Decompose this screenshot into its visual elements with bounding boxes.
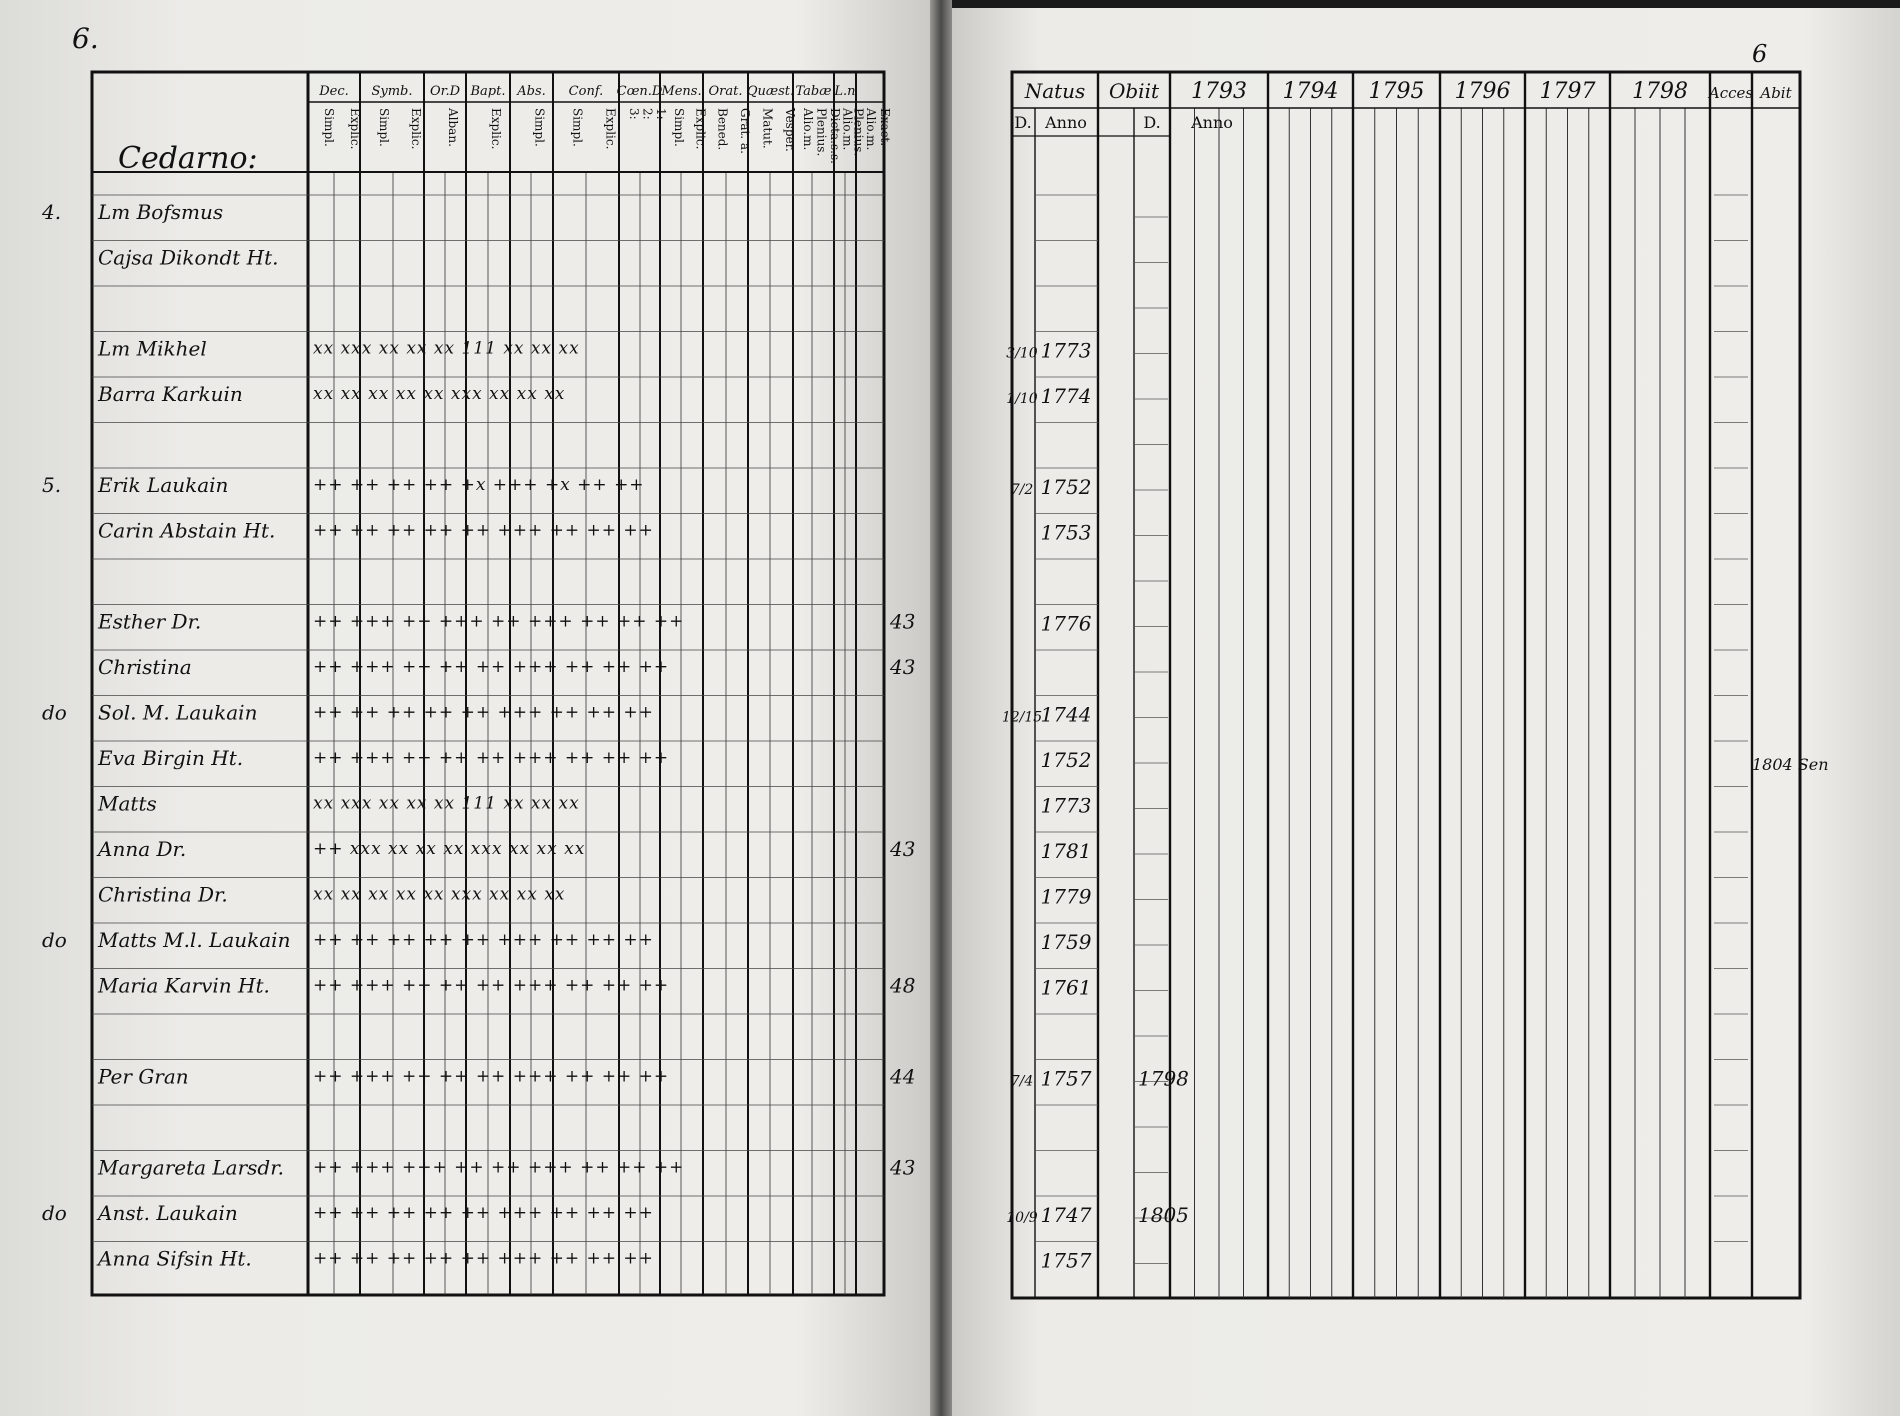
left-row-marks: ++ +++ ++ +++ ++ +++ ++ ++ ++ bbox=[313, 611, 685, 632]
left-row-name: Christina Dr. bbox=[98, 882, 228, 907]
death-year: 1805 bbox=[1138, 1203, 1189, 1227]
birth-year: 1753 bbox=[1040, 520, 1092, 545]
birth-year: 1774 bbox=[1040, 384, 1092, 408]
birth-year: 1747 bbox=[1040, 1203, 1092, 1227]
left-header-group: Quæst. bbox=[746, 84, 795, 99]
right-page-number: 6 bbox=[1752, 40, 1768, 68]
left-row-marks: ++ +++ ++ ++ ++ +++ ++ ++ ++ bbox=[313, 975, 670, 996]
left-header-group: Abs. bbox=[517, 84, 546, 99]
left-header-group: Cœn.D bbox=[616, 84, 663, 99]
birth-year: 1752 bbox=[1040, 748, 1092, 772]
left-row-name: Anna Dr. bbox=[98, 837, 187, 861]
left-row-marks: xx xxx xx xx xx 111 xx xx xx bbox=[313, 793, 580, 814]
birth-year: 1776 bbox=[1040, 611, 1092, 636]
left-row-marks: ++ xxx xx xx xx xxx xx xx xx bbox=[313, 839, 586, 859]
left-row-number: do bbox=[42, 1201, 67, 1225]
left-header-sub: Alio.m. bbox=[800, 108, 815, 151]
left-row-marks: ++ ++ ++ ++ ++ +++ ++ ++ ++ bbox=[313, 702, 654, 723]
left-page-number: 6. bbox=[72, 22, 99, 55]
left-row-number: 5. bbox=[42, 473, 62, 497]
left-header-sub: Plenius. bbox=[851, 108, 866, 157]
left-margin-note: 44 bbox=[890, 1064, 916, 1089]
right-header-year: 1795 bbox=[1368, 79, 1425, 104]
right-header-accessit: Acces bbox=[1708, 84, 1754, 102]
left-header-sub: Bened. bbox=[715, 108, 730, 151]
left-header-group: Or.D bbox=[430, 84, 460, 99]
birth-day: 1/10 bbox=[1006, 391, 1038, 407]
birth-year: 1773 bbox=[1040, 793, 1092, 818]
right-margin-note: 1804 Sen bbox=[1752, 755, 1829, 774]
left-header-sub: 3: bbox=[626, 108, 641, 120]
left-header-sub: Alio.m. bbox=[864, 108, 878, 151]
left-row-name: Sol. M. Laukain bbox=[98, 700, 258, 725]
birth-day: 7/2 bbox=[1010, 482, 1034, 498]
birth-year: 1773 bbox=[1040, 338, 1092, 363]
left-header-group: Conf. bbox=[568, 84, 604, 99]
left-header-sub: Explic. bbox=[409, 108, 423, 150]
left-header-sub: Alio.m. bbox=[840, 108, 855, 151]
left-margin-note: 48 bbox=[890, 973, 916, 998]
left-row-name: Lm Mikhel bbox=[98, 336, 207, 361]
left-row-number: do bbox=[42, 700, 67, 725]
left-row-name: Anst. Laukain bbox=[98, 1201, 238, 1225]
left-header-sub: Explic. bbox=[348, 108, 362, 150]
birth-year: 1752 bbox=[1040, 475, 1092, 499]
left-row-number: do bbox=[42, 928, 67, 952]
left-row-name: Matts M.l. Laukain bbox=[98, 928, 291, 952]
left-margin-note: 43 bbox=[890, 655, 916, 679]
left-row-marks: ++ ++ ++ ++ ++ +++ ++ ++ ++ bbox=[313, 1203, 654, 1223]
left-row-name: Carin Abstain Ht. bbox=[98, 518, 276, 543]
left-section-title: Cedarno: bbox=[118, 141, 258, 176]
right-header-year: 1798 bbox=[1632, 79, 1688, 104]
left-header-sub: Explic. bbox=[693, 108, 708, 150]
birth-year: 1744 bbox=[1040, 702, 1092, 727]
left-header-sub: Explic. bbox=[489, 108, 503, 150]
birth-year: 1757 bbox=[1040, 1248, 1092, 1273]
left-header-sub: Grat. a. bbox=[737, 108, 752, 154]
left-row-name: Erik Laukain bbox=[98, 473, 229, 497]
right-header-anno: Anno bbox=[1045, 113, 1087, 132]
right-header-d2: D. bbox=[1143, 113, 1161, 132]
left-header-group: Symb. bbox=[371, 84, 413, 99]
left-row-name: Matts bbox=[98, 791, 157, 816]
left-header-group: L.n bbox=[834, 84, 856, 99]
left-row-marks: ++ ++ ++ ++ ++ +++ ++ ++ ++ bbox=[313, 520, 654, 541]
birth-day: 7/4 bbox=[1010, 1073, 1034, 1090]
left-header-sub: Alban. bbox=[446, 108, 460, 147]
left-row-name: Eva Birgin Ht. bbox=[98, 746, 244, 770]
left-row-name: Cajsa Dikondt Ht. bbox=[98, 245, 279, 270]
left-row-name: Margareta Larsdr. bbox=[98, 1155, 284, 1180]
left-row-marks: ++ +++ +++ ++ ++ +++ ++ ++ ++ bbox=[313, 1157, 685, 1178]
left-header-sub: 1: bbox=[654, 108, 669, 120]
left-row-name: Maria Karvin Ht. bbox=[98, 973, 270, 998]
left-header-group: Bapt. bbox=[470, 84, 506, 99]
left-row-name: Anna Sifsin Ht. bbox=[98, 1246, 252, 1271]
left-header-sub: Dicta.s.s. bbox=[828, 108, 843, 164]
birth-year: 1757 bbox=[1040, 1066, 1092, 1091]
left-header-sub: Exact. bbox=[878, 108, 892, 147]
left-row-marks: ++ ++ ++ ++ ++ +++ ++ ++ ++ bbox=[313, 930, 654, 950]
left-row-name: Per Gran bbox=[98, 1064, 189, 1089]
right-header-anno2: Anno bbox=[1191, 113, 1233, 132]
right-header-abiit: Abit bbox=[1760, 84, 1792, 102]
right-header-year: 1797 bbox=[1539, 79, 1596, 104]
left-row-number: 4. bbox=[42, 200, 62, 224]
left-row-name: Esther Dr. bbox=[98, 609, 202, 634]
left-header-sub: Simpl. bbox=[671, 108, 686, 147]
right-header-year: 1796 bbox=[1454, 79, 1511, 104]
birth-day: 12/15 bbox=[1001, 709, 1043, 726]
birth-day: 10/9 bbox=[1006, 1210, 1038, 1226]
right-table-border bbox=[1012, 72, 1800, 1298]
left-row-marks: xx xxx xx xx xx 111 xx xx xx bbox=[313, 338, 580, 359]
left-margin-note: 43 bbox=[890, 837, 916, 861]
left-row-marks: xx xx xx xx xx xxx xx xx xx bbox=[313, 884, 566, 905]
left-row-marks: ++ +++ ++ ++ ++ +++ ++ ++ ++ bbox=[313, 1066, 670, 1087]
birth-year: 1761 bbox=[1040, 975, 1092, 1000]
birth-year: 1779 bbox=[1040, 884, 1092, 909]
right-header-year: 1793 bbox=[1191, 79, 1247, 104]
right-header-obiit: Obiit bbox=[1108, 79, 1160, 103]
left-header-sub: Simpl. bbox=[532, 108, 547, 147]
left-margin-note: 43 bbox=[890, 1155, 916, 1180]
left-header-group: Dec. bbox=[319, 84, 349, 99]
left-header-sub: Simpl. bbox=[322, 108, 336, 147]
left-row-name: Christina bbox=[98, 655, 192, 679]
right-header-natus: Natus bbox=[1024, 79, 1086, 103]
left-header-sub: Vesper. bbox=[782, 108, 797, 152]
left-header-sub: Matut. bbox=[760, 108, 775, 149]
left-header-sub: Explic. bbox=[603, 108, 618, 150]
left-row-name: Barra Karkuin bbox=[98, 382, 243, 406]
left-header-group: Orat. bbox=[708, 84, 743, 99]
left-row-marks: ++ ++ ++ ++ +x +++ +x ++ ++ bbox=[313, 475, 645, 495]
right-header-d: D. bbox=[1014, 113, 1032, 132]
left-row-name: Lm Bofsmus bbox=[98, 200, 224, 224]
death-year: 1798 bbox=[1138, 1066, 1189, 1091]
left-header-sub: Plenius. bbox=[814, 108, 829, 157]
birth-year: 1781 bbox=[1040, 839, 1092, 863]
left-header-group: Mens. bbox=[661, 84, 702, 99]
left-header-sub: 2: bbox=[640, 108, 655, 120]
left-header-group: Tabæ bbox=[795, 84, 832, 99]
right-header-year: 1794 bbox=[1282, 79, 1339, 104]
left-margin-note: 43 bbox=[890, 609, 916, 634]
left-row-marks: ++ ++ ++ ++ ++ +++ ++ ++ ++ bbox=[313, 1248, 654, 1269]
left-row-marks: xx xx xx xx xx xxx xx xx xx bbox=[313, 384, 566, 404]
left-row-marks: ++ +++ ++ ++ ++ +++ ++ ++ ++ bbox=[313, 657, 670, 677]
left-header-sub: Simpl. bbox=[377, 108, 391, 147]
birth-day: 3/10 bbox=[1006, 345, 1038, 362]
left-row-marks: ++ +++ ++ ++ ++ +++ ++ ++ ++ bbox=[313, 748, 670, 768]
left-header-sub: Simpl. bbox=[570, 108, 585, 147]
birth-year: 1759 bbox=[1040, 930, 1092, 954]
